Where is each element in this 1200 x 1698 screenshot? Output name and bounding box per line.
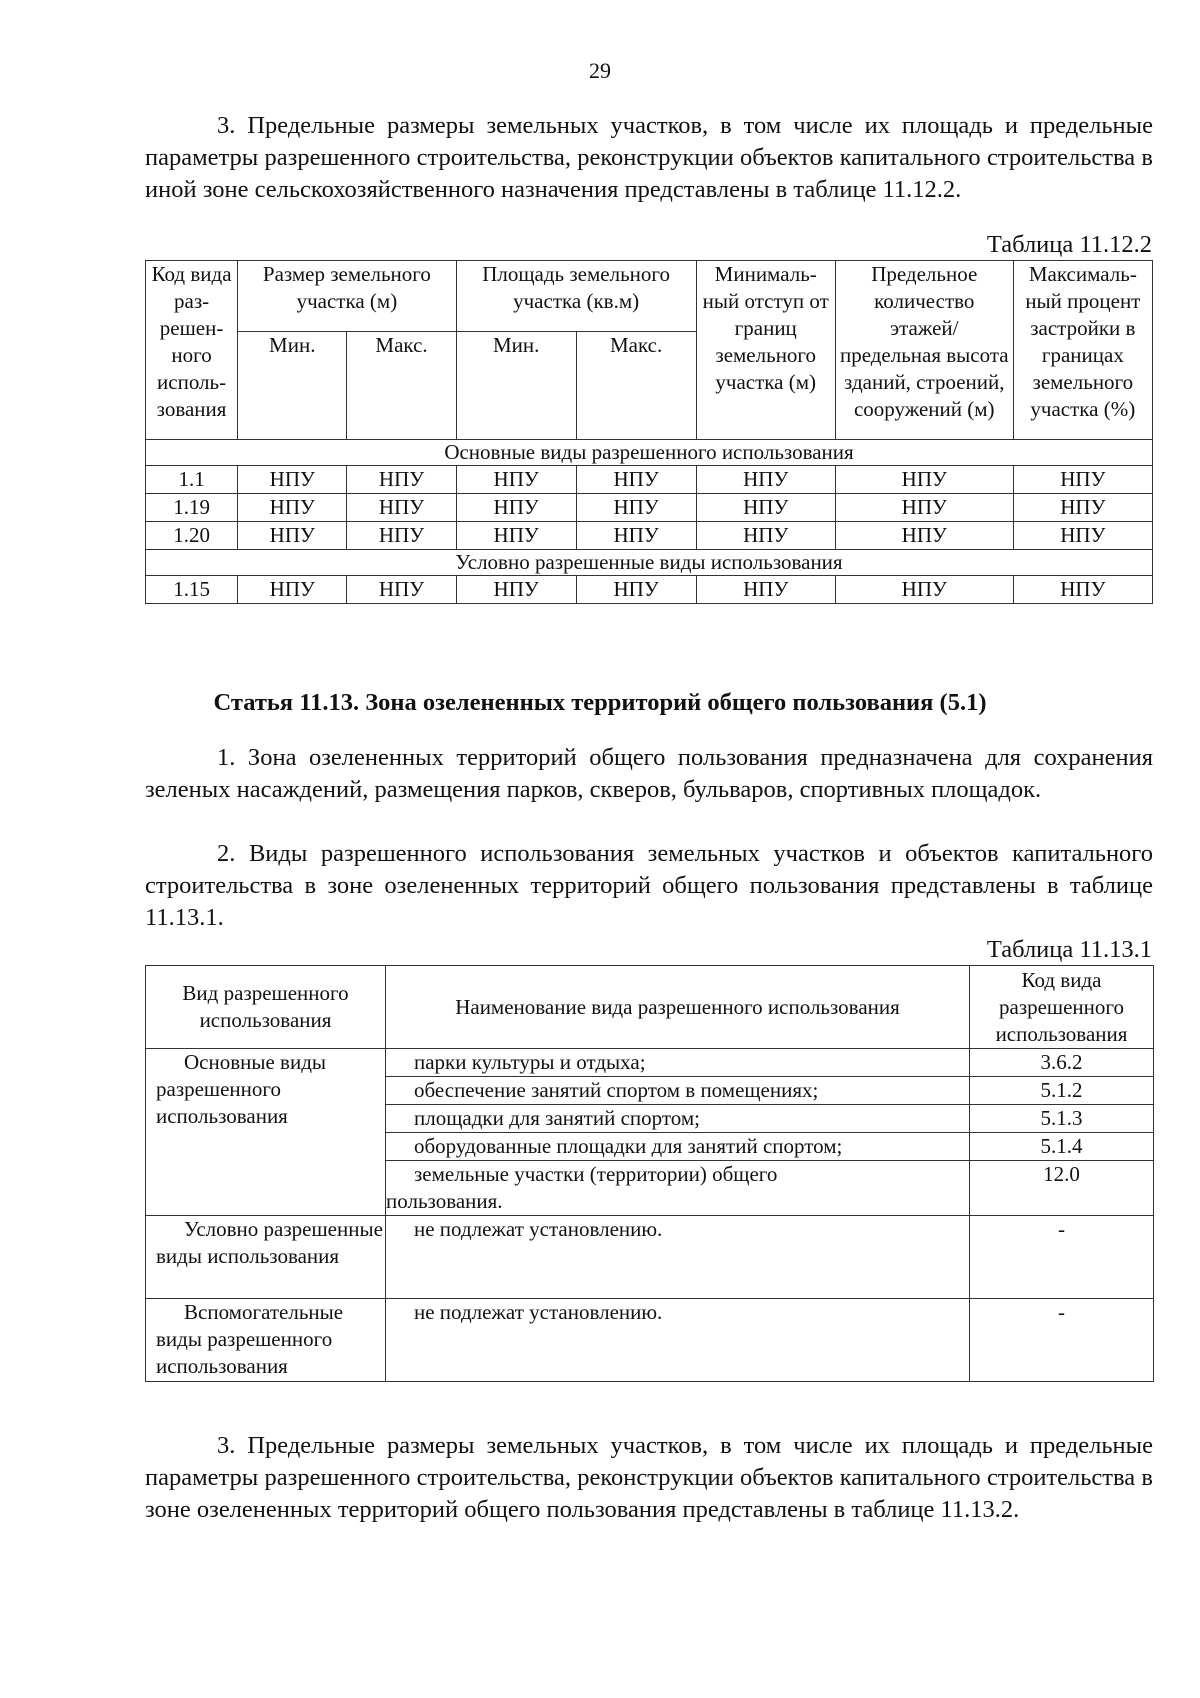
header-area-min: Мин. <box>456 332 576 440</box>
use-name: земельные участки (территории) общего пользования. <box>386 1161 970 1216</box>
header-area-max: Макс. <box>576 332 696 440</box>
table-caption-11-13-1: Таблица 11.13.1 <box>986 936 1152 963</box>
use-name: обеспечение занятий спортом в помещениях; <box>386 1077 970 1105</box>
table-row <box>146 466 1153 494</box>
cell-value: НПУ <box>238 466 347 494</box>
cell-value: НПУ <box>347 466 456 494</box>
cell-value: НПУ <box>835 576 1013 604</box>
header-size-max: Макс. <box>347 332 456 440</box>
header-percent: Максималь-ный процент застройки в границах земельного участка (%) <box>1013 261 1152 440</box>
use-name: не подлежат установлению. <box>386 1299 970 1382</box>
cell-code: 1.20 <box>146 522 238 550</box>
cell-value: НПУ <box>576 576 696 604</box>
use-name: парки культуры и отдыха; <box>386 1049 970 1077</box>
use-name: оборудованные площадки для занятий спортом; <box>386 1133 970 1161</box>
header-setback: Минималь-ный отступ от границ земельного участка (м) <box>696 261 835 440</box>
use-code: 12.0 <box>970 1161 1154 1216</box>
cell-value: НПУ <box>835 522 1013 550</box>
cell-value: НПУ <box>347 522 456 550</box>
header-floors: Предельное количество этажей/ предельная высота зданий, строений, сооружений (м) <box>835 261 1013 440</box>
cell-value: НПУ <box>456 494 576 522</box>
use-code: - <box>970 1216 1154 1299</box>
cell-value: НПУ <box>696 522 835 550</box>
cell-code: 1.1 <box>146 466 238 494</box>
cell-value: НПУ <box>835 494 1013 522</box>
table-row <box>146 1049 1154 1077</box>
header-use-name: Наименование вида разрешенного использования <box>386 966 970 1049</box>
table-11-13-1 <box>145 965 1154 1382</box>
table-11-12-2 <box>145 260 1153 604</box>
use-name: не подлежат установлению. <box>386 1216 970 1299</box>
use-code: - <box>970 1299 1154 1382</box>
cell-value: НПУ <box>576 522 696 550</box>
group-main-uses: Основные виды разрешенного использования <box>146 1049 386 1216</box>
cell-value: НПУ <box>696 466 835 494</box>
cell-value: НПУ <box>347 576 456 604</box>
header-use-code: Код вида разрешенного использования <box>970 966 1154 1049</box>
cell-value: НПУ <box>238 576 347 604</box>
use-code: 3.6.2 <box>970 1049 1154 1077</box>
table-caption-11-12-2: Таблица 11.12.2 <box>986 231 1152 258</box>
use-name: площадки для занятий спортом; <box>386 1105 970 1133</box>
section-main-uses: Основные виды разрешенного использования <box>146 440 1153 466</box>
header-use-type: Вид разрешенного использования <box>146 966 386 1049</box>
header-size: Размер земельного участка (м) <box>238 261 457 332</box>
cell-value: НПУ <box>696 576 835 604</box>
table-row <box>146 522 1153 550</box>
cell-value: НПУ <box>576 466 696 494</box>
use-code: 5.1.3 <box>970 1105 1154 1133</box>
cell-value: НПУ <box>835 466 1013 494</box>
use-code: 5.1.2 <box>970 1077 1154 1105</box>
cell-value: НПУ <box>1013 576 1152 604</box>
article-heading: Статья 11.13. Зона озелененных территорий общего пользования (5.1) <box>213 689 987 716</box>
cell-value: НПУ <box>696 494 835 522</box>
group-conditional-uses: Условно разрешенные виды использования <box>146 1216 386 1299</box>
section-conditional-uses: Условно разрешенные виды использования <box>146 550 1153 576</box>
header-area: Площадь земельного участка (кв.м) <box>456 261 696 332</box>
table-row <box>146 1216 1154 1299</box>
cell-value: НПУ <box>456 522 576 550</box>
cell-value: НПУ <box>456 576 576 604</box>
cell-code: 1.15 <box>146 576 238 604</box>
paragraph-limits-green: 3. Предельные размеры земельных участков, в том числе их площадь и предельные параметры разрешенного строительства, реконструкции объектов капитального строительства в зоне озелененных территорий общего пользования представлены в таблице 11.13.2. <box>145 1432 1153 1523</box>
use-code: 5.1.4 <box>970 1133 1154 1161</box>
cell-code: 1.19 <box>146 494 238 522</box>
table-row <box>146 494 1153 522</box>
cell-value: НПУ <box>456 466 576 494</box>
cell-value: НПУ <box>238 522 347 550</box>
header-code: Код вида раз-решен-ного исполь-зования <box>146 261 238 440</box>
cell-value: НПУ <box>1013 494 1152 522</box>
table-row <box>146 1299 1154 1382</box>
cell-value: НПУ <box>347 494 456 522</box>
group-auxiliary-uses: Вспомогательные виды разрешенного использования <box>146 1299 386 1382</box>
header-size-min: Мин. <box>238 332 347 440</box>
cell-value: НПУ <box>1013 522 1152 550</box>
paragraph-limits-agri: 3. Предельные размеры земельных участков, в том числе их площадь и предельные параметры разрешенного строительства, реконструкции объектов капитального строительства в иной зоне сельскохозяйственного назначения представлены в таблице 11.12.2. <box>145 112 1153 203</box>
page-number: 29 <box>589 58 611 83</box>
paragraph-zone-purpose: 1. Зона озелененных территорий общего пользования предназначена для сохранения зеленых насаждений, размещения парков, скверов, бульваров, спортивных площадок. <box>145 744 1153 803</box>
cell-value: НПУ <box>576 494 696 522</box>
table-row <box>146 576 1153 604</box>
cell-value: НПУ <box>238 494 347 522</box>
paragraph-uses: 2. Виды разрешенного использования земельных участков и объектов капитального строительства в зоне озелененных территорий общего пользования представлены в таблице 11.13.1. <box>145 840 1153 931</box>
cell-value: НПУ <box>1013 466 1152 494</box>
